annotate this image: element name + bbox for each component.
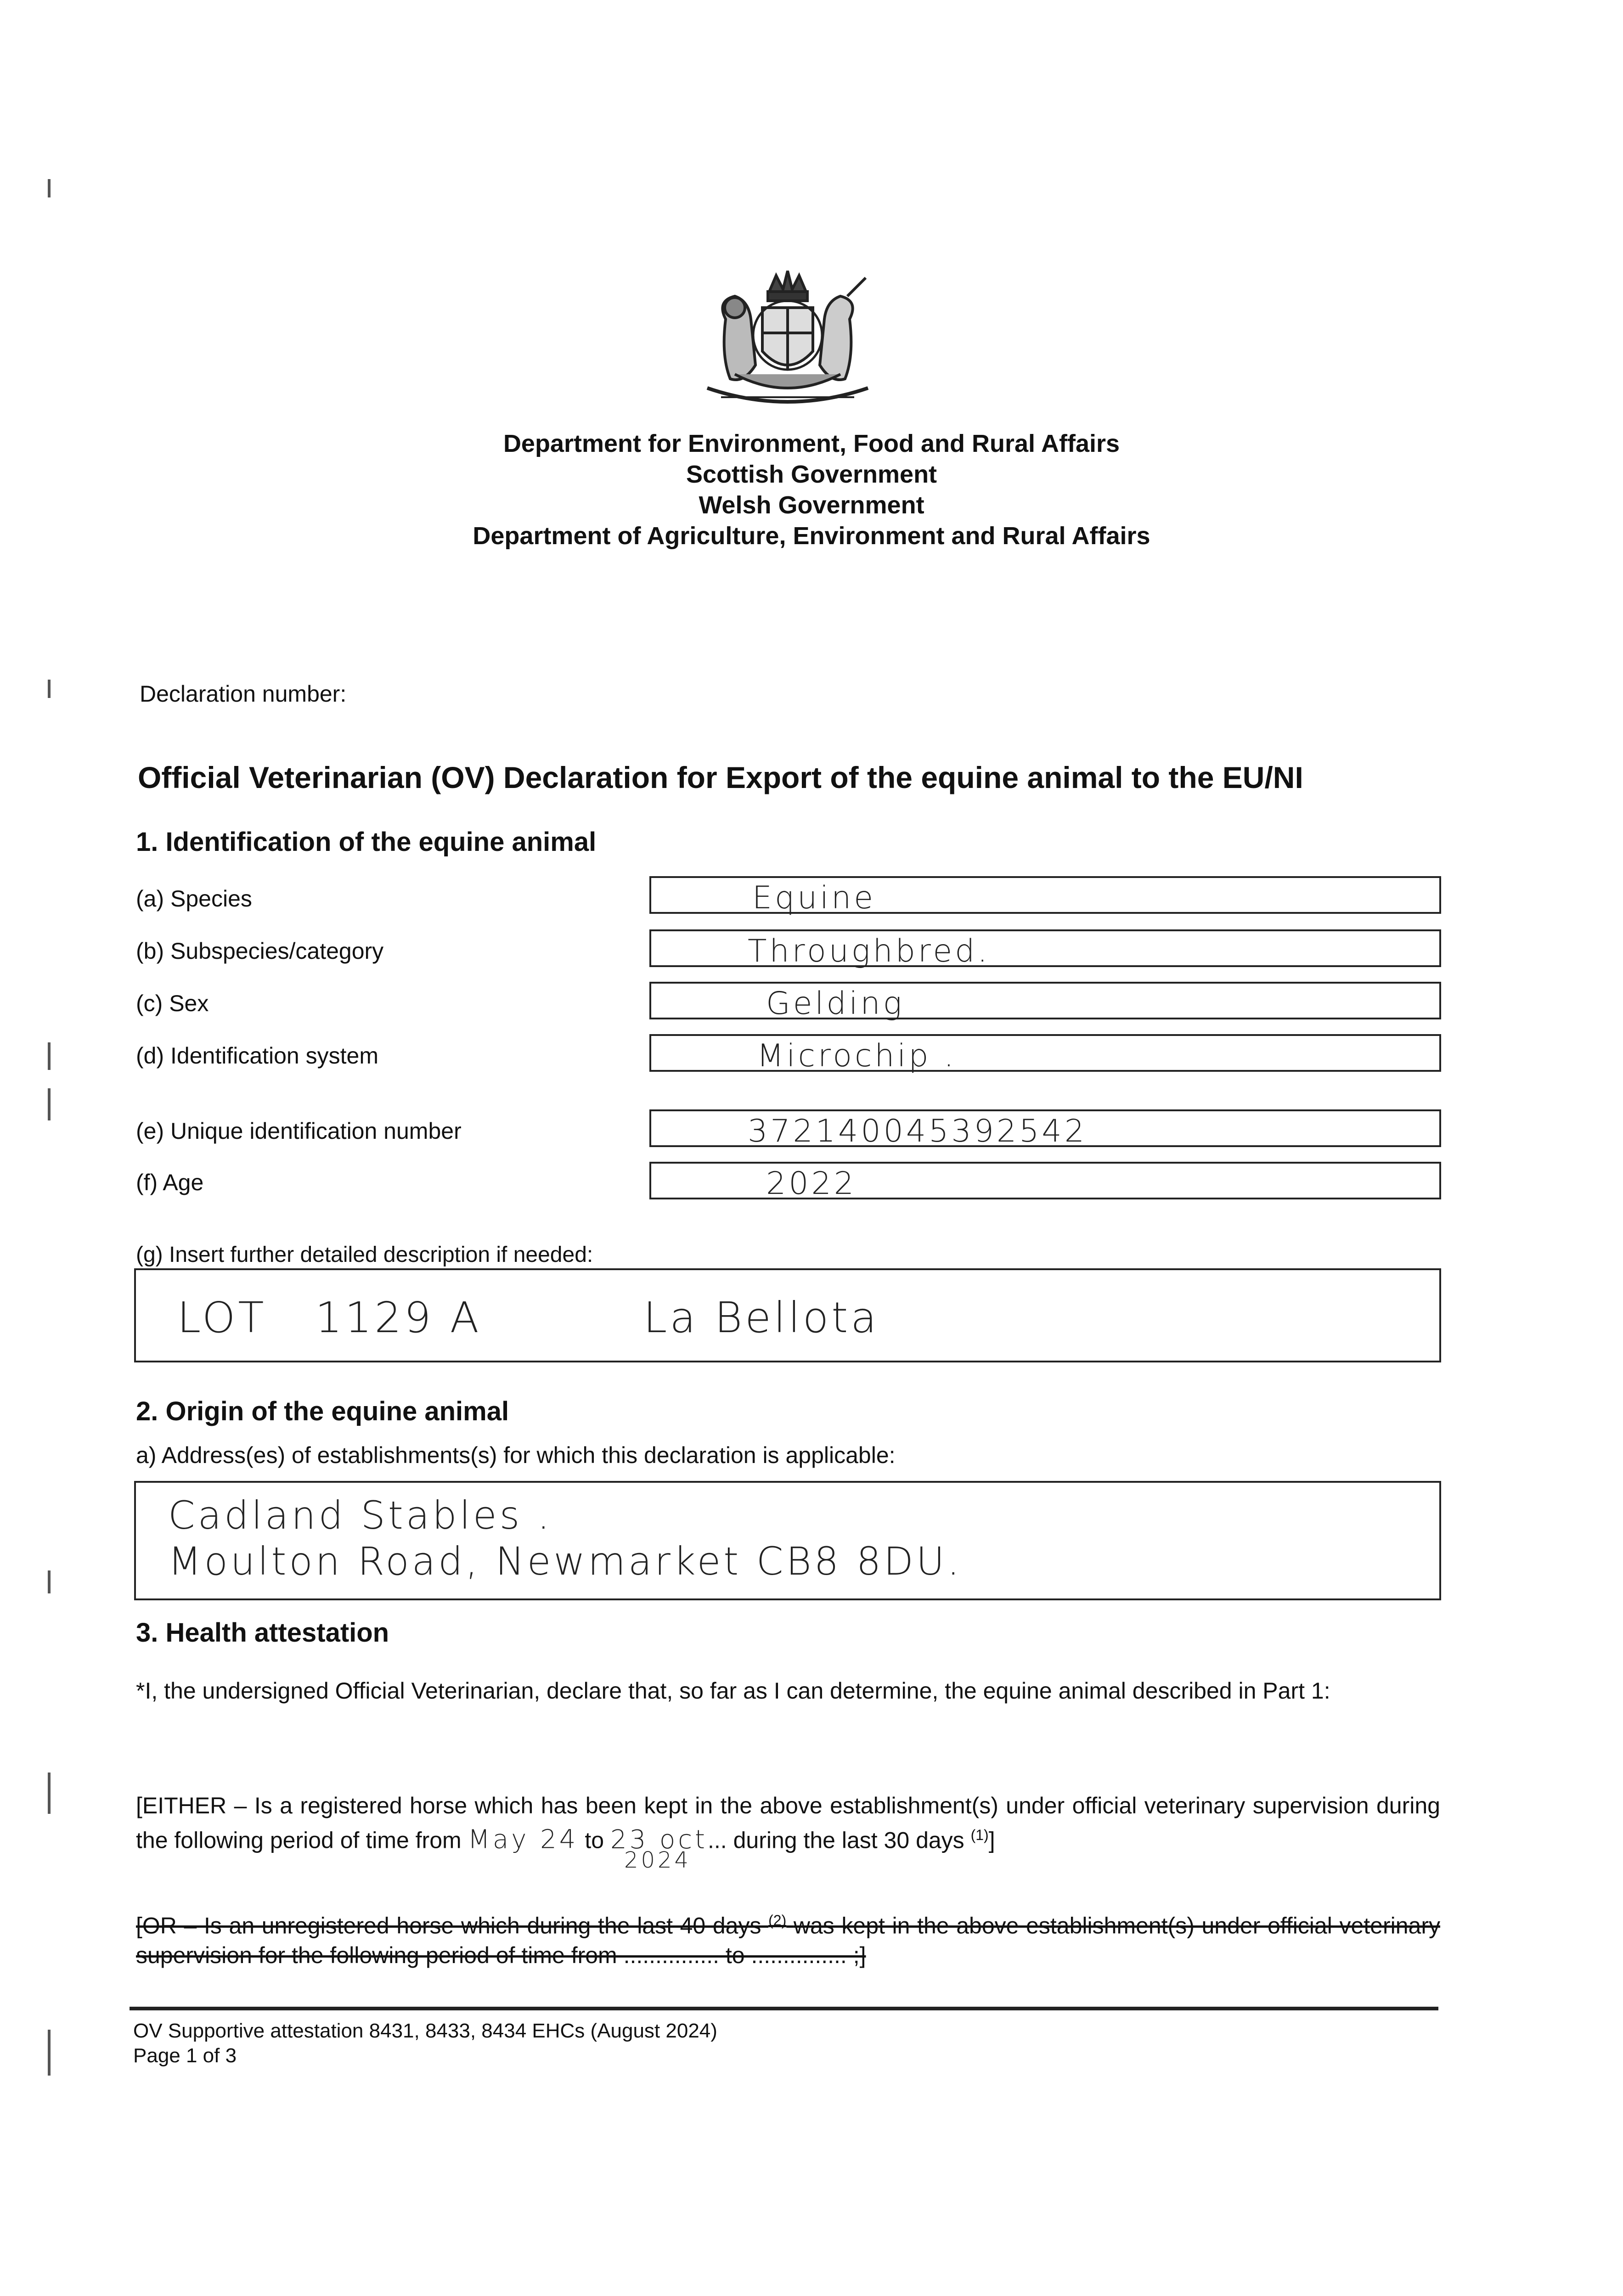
department-line: Welsh Government (699, 491, 924, 519)
address-line: Moulton Road, Newmarket CB8 8DU. (168, 1539, 963, 1584)
from-date-value: May 24 (468, 1824, 579, 1855)
description-box (134, 1268, 1441, 1362)
identification-system-field (649, 1034, 1441, 1072)
department-line: Department for Environment, Food and Rural Affairs (503, 430, 1120, 457)
address-label: a) Address(es) of establishments(s) for which this declaration is applicable: (136, 1442, 896, 1468)
identification-system-label: (d) Identification system (136, 1043, 378, 1069)
description-value: LOT 1129 A La Bellota (177, 1293, 879, 1342)
scan-mark (48, 1570, 51, 1593)
scan-mark (48, 2030, 51, 2076)
age-label: (f) Age (136, 1170, 204, 1195)
department-line: Department of Agriculture, Environment and Rural Affairs (473, 522, 1150, 550)
description-label: (g) Insert further detailed description if needed: (136, 1243, 593, 1267)
to-word: to (585, 1827, 604, 1853)
unique-id-label: (e) Unique identification number (136, 1118, 462, 1144)
either-close: ] (988, 1827, 995, 1853)
or-text: [OR – Is an unregistered horse which during the last 40 days (136, 1913, 761, 1939)
either-clause (136, 1791, 1440, 1873)
footer-divider (130, 2007, 1438, 2010)
sex-field (649, 982, 1441, 1022)
subspecies-value: Throughbred. (748, 933, 990, 969)
section-1-title: 1. Identification of the equine animal (136, 827, 597, 857)
species-value: Equine (752, 880, 876, 916)
footer-attestation-ref: OV Supportive attestation 8431, 8433, 8434 EHCs (August 2024) (133, 2020, 717, 2042)
unique-id-value: 372140045392542 (748, 1113, 1087, 1149)
address-line: Cadland Stables . (168, 1493, 552, 1538)
department-line: Scottish Government (686, 461, 937, 488)
subspecies-field (649, 929, 1441, 967)
address-box (134, 1481, 1441, 1600)
to-year-value: 2024 (624, 1847, 692, 1873)
section-3-title: 3. Health attestation (136, 1618, 389, 1648)
footnote-marker: (1) (970, 1827, 989, 1843)
scan-mark (48, 680, 51, 698)
document-title: Official Veterinarian (OV) Declaration for Export of the equine animal to the EU/NI (138, 760, 1303, 794)
sex-value: Gelding (766, 985, 905, 1022)
sex-label: (c) Sex (136, 990, 209, 1016)
scan-mark (48, 1088, 51, 1120)
either-text: [EITHER – Is a registered horse which has been kept in the above establishment(s) under official veterinary supervision during the following period of time from (136, 1793, 1440, 1853)
declaration-number-label: Declaration number: (140, 681, 347, 707)
to-date-value: 23 oct (610, 1824, 708, 1855)
section-2-title: 2. Origin of the equine animal (136, 1396, 509, 1426)
age-field (649, 1162, 1441, 1202)
health-attestation-intro: *I, the undersigned Official Veterinarian, declare that, so far as I can determine, the equine animal described in Part 1: (136, 1678, 1330, 1704)
age-value: 2022 (766, 1165, 857, 1202)
scan-mark (48, 1042, 51, 1070)
royal-coat-of-arms-icon (689, 264, 886, 420)
species-label: (a) Species (136, 886, 252, 912)
or-text-end: was kept in the above establishment(s) under official veterinary supervision for the following period of time from ............... to ............... ;] (136, 1913, 1440, 1968)
either-text-end: ... during the last 30 days (708, 1827, 964, 1853)
identification-system-value: Microchip . (757, 1038, 957, 1074)
scan-mark (48, 179, 51, 197)
subspecies-label: (b) Subspecies/category (136, 938, 384, 964)
footnote-marker: (2) (768, 1912, 787, 1929)
scan-mark (48, 1773, 51, 1814)
species-field (649, 876, 1441, 914)
footer-page-number: Page 1 of 3 (133, 2044, 237, 2067)
or-clause-struck (136, 1906, 1440, 1970)
unique-id-field (649, 1109, 1441, 1147)
